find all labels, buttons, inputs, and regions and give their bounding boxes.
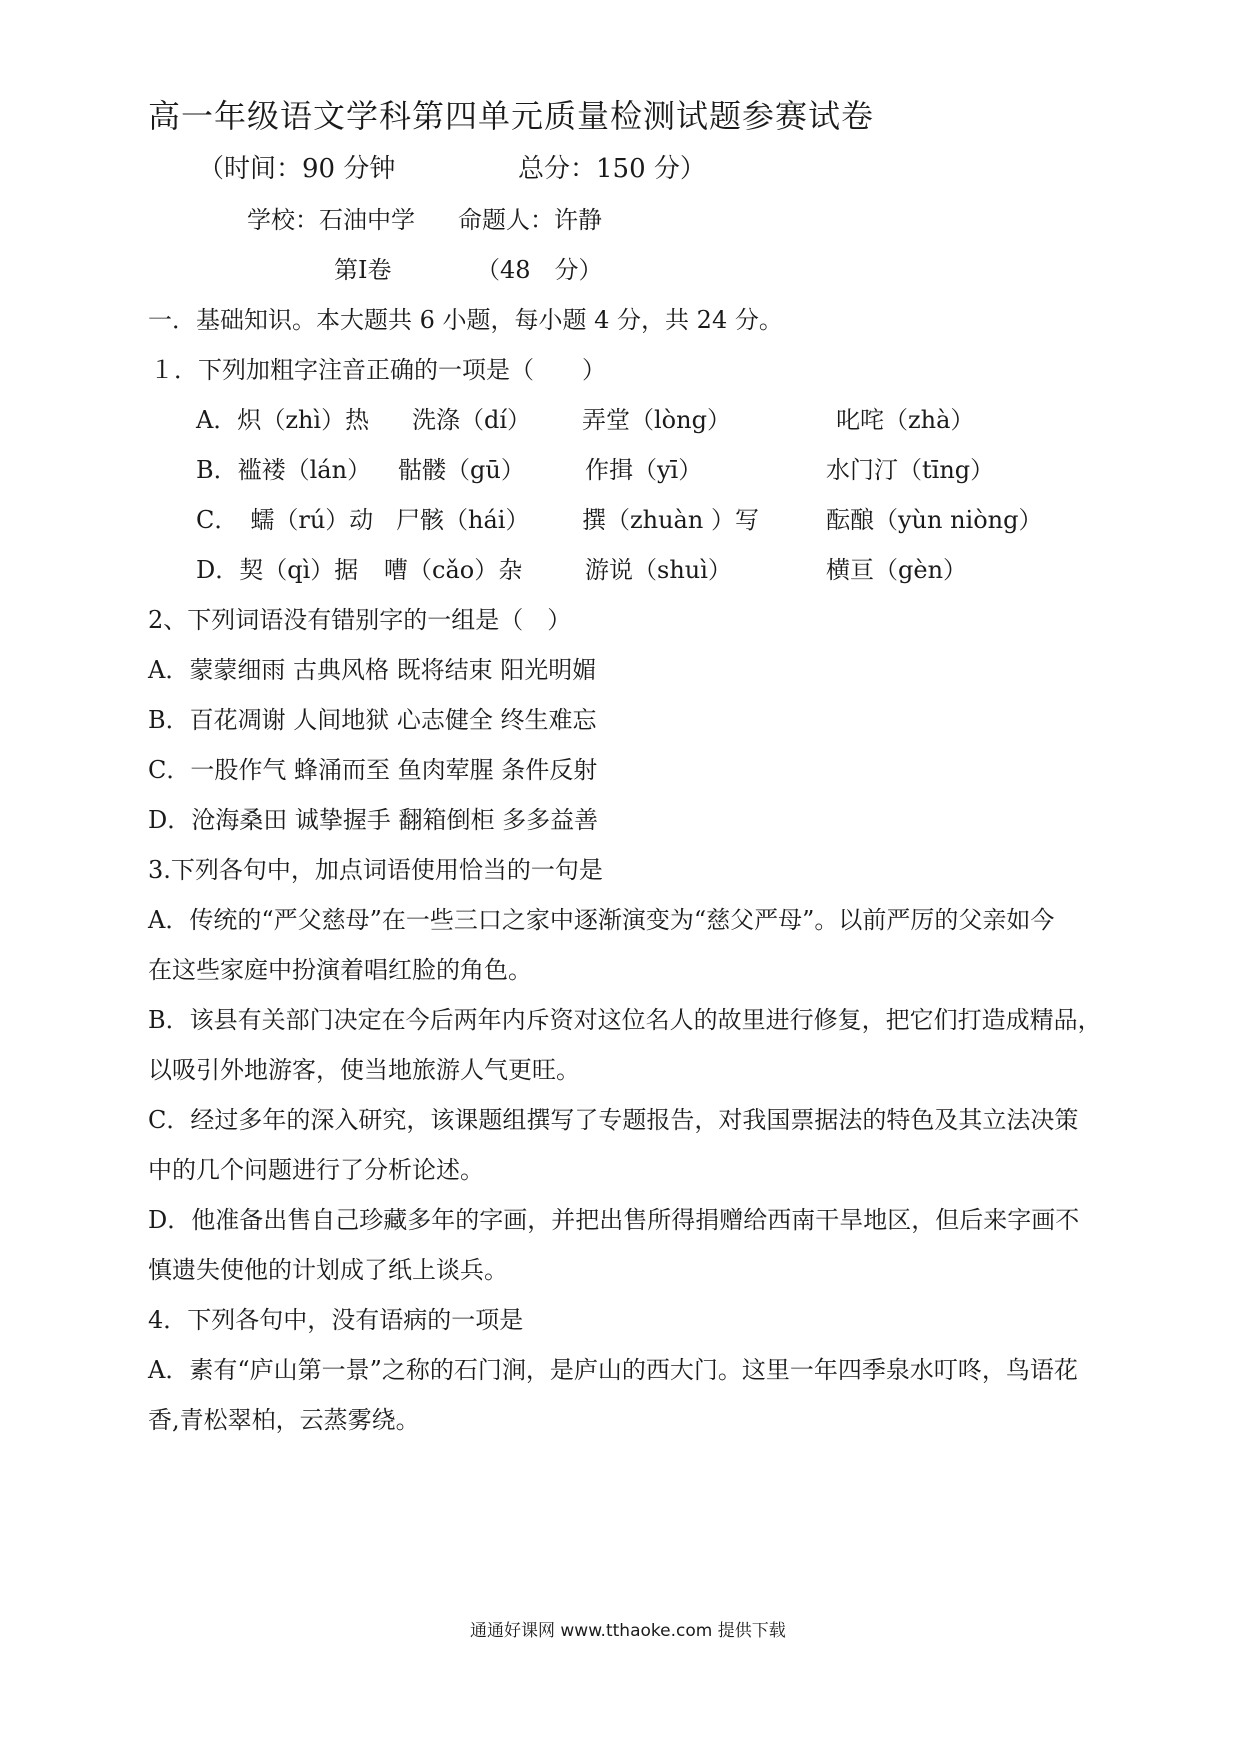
q2-option-d: D．沧海桑田 诚挚握手 翻箱倒柜 多多益善 [148, 806, 599, 834]
q1-option-a-item-4: 叱咤（zhà） [836, 406, 975, 434]
q2-option-c: C．一股作气 蜂涌而至 鱼肉荤腥 条件反射 [148, 756, 598, 784]
q1-option-a-item-1: A．炽（zhì）热 [196, 406, 370, 434]
q3-option-a-line-1: A．传统的“严父慈母”在一些三口之家中逐渐演变为“慈父严母”。以前严厉的父亲如今 [148, 906, 1055, 934]
q1-option-c-item-4: 酝酿（yùn niòng） [826, 506, 1043, 534]
q1-option-b-item-4: 水门汀（tīng） [826, 456, 995, 484]
q3-option-b-line-1: B．该县有关部门决定在今后两年内斥资对这位名人的故里进行修复，把它们打造成精品， [148, 1006, 1102, 1034]
q3-option-d-line-2: 慎遗失使他的计划成了纸上谈兵。 [148, 1256, 508, 1284]
q4-option-a-line-2: 香,青松翠柏，云蒸雾绕。 [148, 1406, 420, 1434]
q3-option-d-line-1: D．他准备出售自己珍藏多年的字画，并把出售所得捐赠给西南干旱地区，但后来字画不 [148, 1206, 1080, 1234]
q1-option-b-item-3: 作揖（yī） [585, 456, 703, 484]
question-1-stem: １．下列加粗字注音正确的一项是（ ） [150, 356, 606, 384]
question-3-stem: 3.下列各句中，加点词语使用恰当的一句是 [148, 856, 603, 884]
q2-option-b: B．百花凋谢 人间地狱 心志健全 终生难忘 [148, 706, 597, 734]
q1-option-c-item-1: C． 蠕（rú）动 [196, 506, 374, 534]
volume-label: 第Ⅰ卷 [334, 256, 392, 284]
q1-option-a-item-2: 洗涤（dí） [412, 406, 532, 434]
q3-option-a-line-2: 在这些家庭中扮演着唱红脸的角色。 [148, 956, 532, 984]
q1-option-c-item-3: 撰（zhuàn ）写 [582, 506, 759, 534]
q1-option-c-item-2: 尸骸（hái） [396, 506, 530, 534]
q1-option-d-item-3: 游说（shuì） [585, 556, 732, 584]
volume-score: （48 分） [476, 256, 603, 284]
q1-option-b-item-1: B．褴褛（lán） [196, 456, 372, 484]
exam-total-score: 总分：150 分） [518, 154, 706, 184]
q3-option-c-line-1: C．经过多年的深入研究，该课题组撰写了专题报告，对我国票据法的特色及其立法决策 [148, 1106, 1079, 1134]
q4-option-a-line-1: A．素有“庐山第一景”之称的石门涧，是庐山的西大门。这里一年四季泉水叮咚，鸟语花 [148, 1356, 1078, 1384]
page-title: 高一年级语文学科第四单元质量检测试题参赛试卷 [148, 97, 875, 135]
q1-option-d-item-2: 嘈（cǎo）杂 [384, 556, 523, 584]
exam-time: （时间：90 分钟 [198, 154, 396, 184]
author-name: 命题人：许静 [458, 206, 602, 234]
q1-option-d-item-1: D．契（qì）据 [196, 556, 359, 584]
q1-option-a-item-3: 弄堂（lòng） [582, 406, 731, 434]
q3-option-c-line-2: 中的几个问题进行了分析论述。 [148, 1156, 484, 1184]
question-2-stem: 2、下列词语没有错别字的一组是（ ） [148, 606, 572, 634]
page-footer: 通通好课网 www.tthaoke.com 提供下载 [470, 1621, 786, 1641]
question-4-stem: 4．下列各句中，没有语病的一项是 [148, 1306, 524, 1334]
q3-option-b-line-2: 以吸引外地游客，使当地旅游人气更旺。 [148, 1056, 580, 1084]
q1-option-d-item-4: 横亘（gèn） [826, 556, 968, 584]
q2-option-a: A．蒙蒙细雨 古典风格 既将结束 阳光明媚 [148, 656, 597, 684]
school-name: 学校：石油中学 [247, 206, 415, 234]
section-heading: 一．基础知识。本大题共 6 小题，每小题 4 分，共 24 分。 [148, 306, 783, 334]
q1-option-b-item-2: 骷髅（gū） [398, 456, 525, 484]
